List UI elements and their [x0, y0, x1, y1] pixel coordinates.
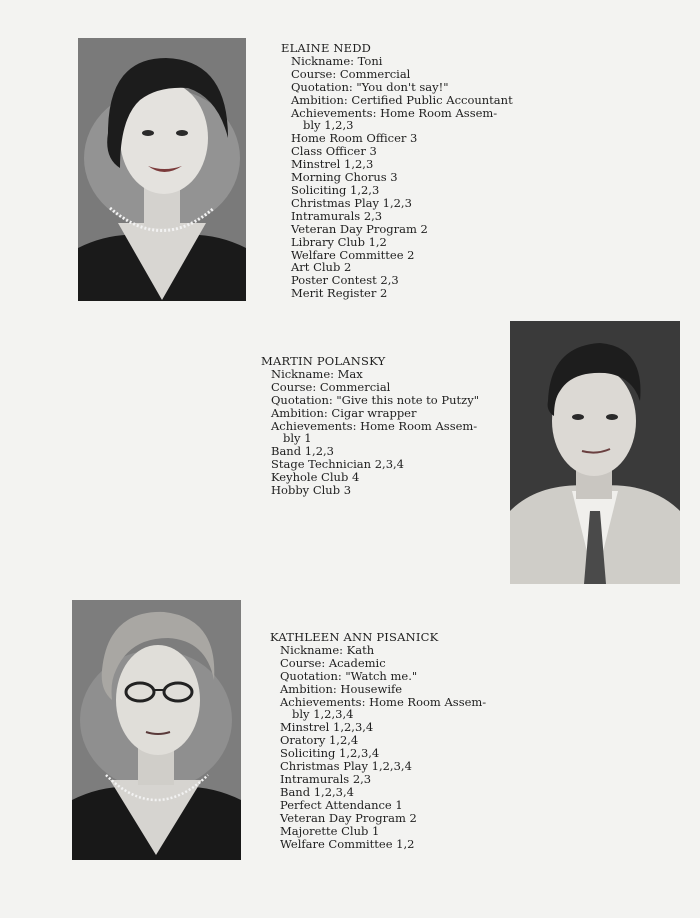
student-entry-kathleen-ann-pisanick [270, 631, 486, 850]
achievement-item: Art Club 2 [291, 260, 352, 275]
nickname: Nickname: Max [271, 366, 363, 381]
ambition: Ambition: Certified Public Accountant [291, 92, 513, 107]
achievement-item: Home Room Officer 3 [291, 131, 418, 146]
achievement-item: Morning Chorus 3 [291, 170, 398, 185]
nickname: Nickname: Kath [280, 642, 375, 657]
achievement-item: Stage Technician 2,3,4 [271, 457, 404, 472]
ambition: Ambition: Housewife [280, 681, 403, 696]
achievement-item: Welfare Committee 2 [291, 247, 415, 262]
portrait-photo-martin-polansky [510, 321, 680, 584]
achievement-item: Christmas Play 1,2,3,4 [280, 759, 412, 774]
achievement-item: Merit Register 2 [291, 286, 388, 301]
achievement-item: Class Officer 3 [291, 144, 377, 159]
achievement-item: Majorette Club 1 [280, 823, 380, 838]
achievement-item: Minstrel 1,2,3 [291, 157, 374, 172]
achievement-item: Soliciting 1,2,3,4 [280, 746, 380, 761]
student-entry-elaine-nedd [281, 42, 513, 300]
achievement-item: Hobby Club 3 [271, 483, 352, 498]
achievement-item: Band 1,2,3 [271, 444, 334, 459]
achievement-item: Christmas Play 1,2,3 [291, 195, 412, 210]
course: Course: Commercial [291, 66, 411, 81]
achievement-item: Veteran Day Program 2 [280, 810, 417, 825]
student-name: KATHLEEN ANN PISANICK [270, 630, 439, 644]
achievement-item: Oratory 1,2,4 [280, 733, 359, 748]
portrait-photo-kathleen-ann-pisanick [72, 600, 241, 860]
student-name: ELAINE NEDD [281, 41, 372, 55]
achievement-item: Intramurals 2,3 [291, 208, 383, 223]
achievements-continuation: bly 1,2,3,4 [292, 707, 354, 722]
achievement-item: Poster Contest 2,3 [291, 273, 399, 288]
achievements-continuation: bly 1,2,3 [303, 118, 354, 133]
ambition: Ambition: Cigar wrapper [271, 405, 417, 420]
achievement-item: Keyhole Club 4 [271, 470, 360, 485]
quotation: Quotation: "Give this note to Putzy" [271, 392, 479, 407]
achievement-item: Minstrel 1,2,3,4 [280, 720, 374, 735]
achievement-item: Intramurals 2,3 [280, 771, 372, 786]
achievements-label: Achievements: Home Room Assem- [291, 105, 498, 120]
achievement-item: Perfect Attendance 1 [280, 797, 403, 812]
achievements-continuation: bly 1 [283, 431, 312, 446]
course: Course: Commercial [271, 379, 391, 394]
achievement-item: Veteran Day Program 2 [291, 221, 428, 236]
student-name: MARTIN POLANSKY [261, 354, 386, 368]
portrait-photo-elaine-nedd [78, 38, 246, 301]
achievements-label: Achievements: Home Room Assem- [280, 694, 487, 709]
achievements-label: Achievements: Home Room Assem- [271, 418, 478, 433]
quotation: Quotation: "You don't say!" [291, 79, 449, 94]
achievement-item: Library Club 1,2 [291, 234, 387, 249]
student-entry-martin-polansky [261, 355, 479, 497]
achievement-item: Band 1,2,3,4 [280, 784, 354, 799]
course: Course: Academic [280, 655, 386, 670]
achievement-item: Welfare Committee 1,2 [280, 836, 415, 851]
quotation: Quotation: "Watch me." [280, 668, 418, 683]
achievement-item: Soliciting 1,2,3 [291, 182, 380, 197]
nickname: Nickname: Toni [291, 53, 383, 68]
